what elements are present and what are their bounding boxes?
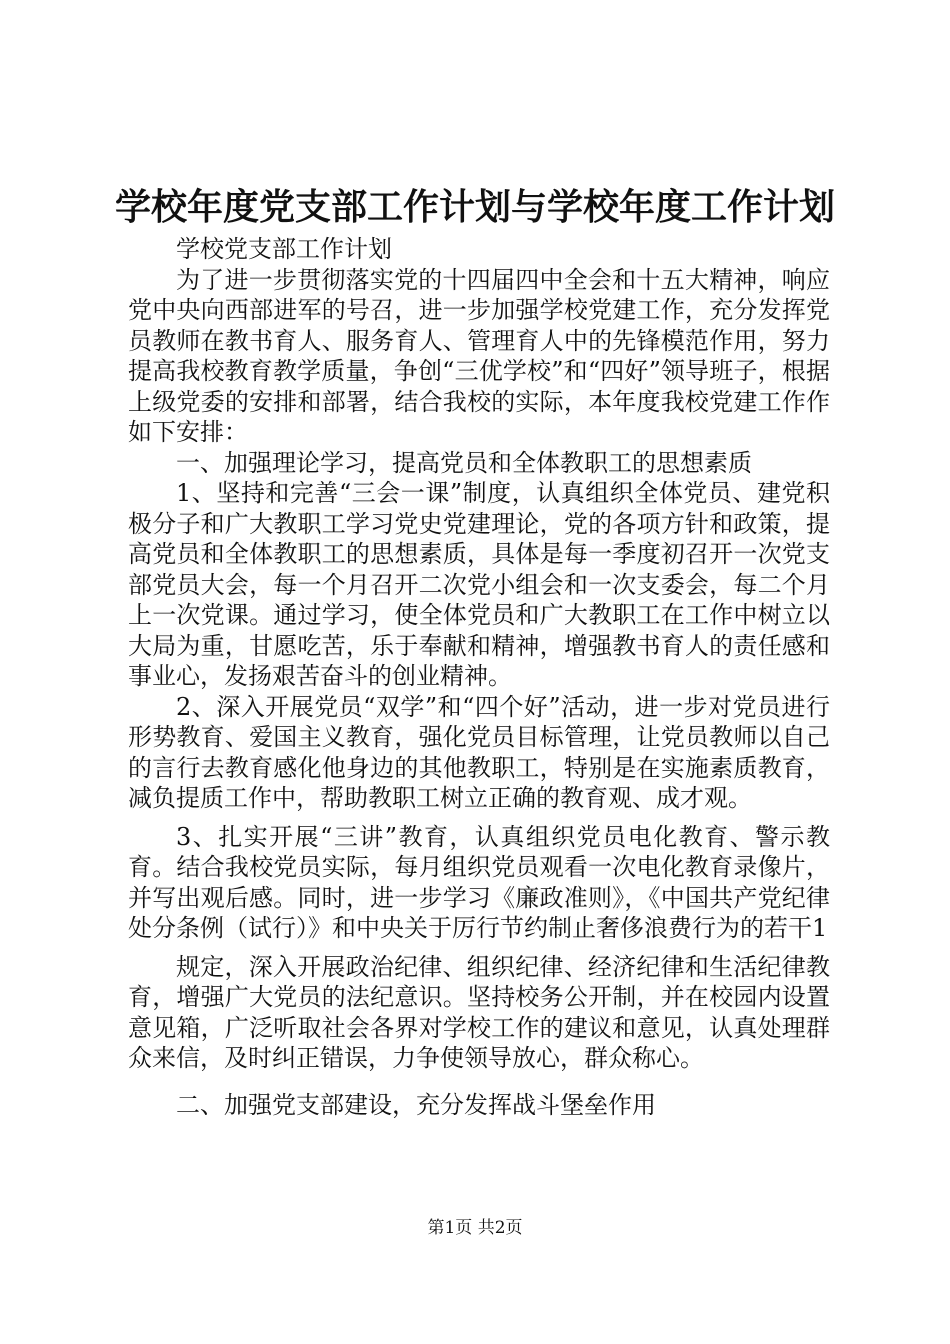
document-title: 学校年度党支部工作计划与学校年度工作计划 — [114, 187, 835, 228]
document-body — [128, 234, 830, 1120]
section-subtitle: 学校党支部工作计划 — [176, 235, 392, 263]
section-heading-1: 一、加强理论学习，提高党员和全体教职工的思想素质 — [176, 448, 752, 477]
item-paragraph-3: 3、扎实开展“三讲”教育，认真组织党员电化教育、警示教育。结合我校党员实际，每月组织党员观看一次电化教育录像片，并写出观后感。同时，进一步学习《廉政准则》，《中国共产党纪律处分条例（试行）》和中央关于厉行节约制止奢侈浪费行为的若干1 — [128, 822, 830, 942]
continuation-paragraph: 规定，深入开展政治纪律、组织纪律、经济纪律和生活纪律教育，增强广大党员的法纪意识。坚持校务公开制，并在校园内设置意见箱，广泛听取社会各界对学校工作的建议和意见，认真处理群众来信，及时纠正错误，力争使领导放心，群众称心。 — [128, 952, 830, 1072]
intro-paragraph: 为了进一步贯彻落实党的十四届四中全会和十五大精神，响应党中央向西部进军的号召，进一步加强学校党建工作，充分发挥党员教师在教书育人、服务育人、管理育人中的先锋模范作用，努力提高我校教育教学质量，争创“三优学校”和“四好”领导班子，根据上级党委的安排和部署，结合我校的实际，本年度我校党建工作作如下安排： — [128, 265, 830, 446]
section-heading-2: 二、加强党支部建设，充分发挥战斗堡垒作用 — [176, 1090, 656, 1119]
item-paragraph-1: 1、坚持和完善“三会一课”制度，认真组织全体党员、建党积极分子和广大教职工学习党史党建理论，党的各项方针和政策，提高党员和全体教职工的思想素质，具体是每一季度初召开一次党支部党员大会，每一个月召开二次党小组会和一次支委会，每二个月上一次党课。通过学习，使全体党员和广大教职工在工作中树立以大局为重，甘愿吃苦，乐于奉献和精神，增强教书育人的责任感和事业心，发扬艰苦奋斗的创业精神。 — [128, 479, 830, 690]
page-number-footer: 第1页 共2页 — [427, 1218, 523, 1238]
item-paragraph-2: 2、深入开展党员“双学”和“四个好”活动，进一步对党员进行形势教育、爱国主义教育，强化党员目标管理，让党员教师以自己的言行去教育感化他身边的其他教职工，特别是在实施素质教育，减负提质工作中，帮助教职工树立正确的教育观、成才观。 — [128, 692, 830, 812]
